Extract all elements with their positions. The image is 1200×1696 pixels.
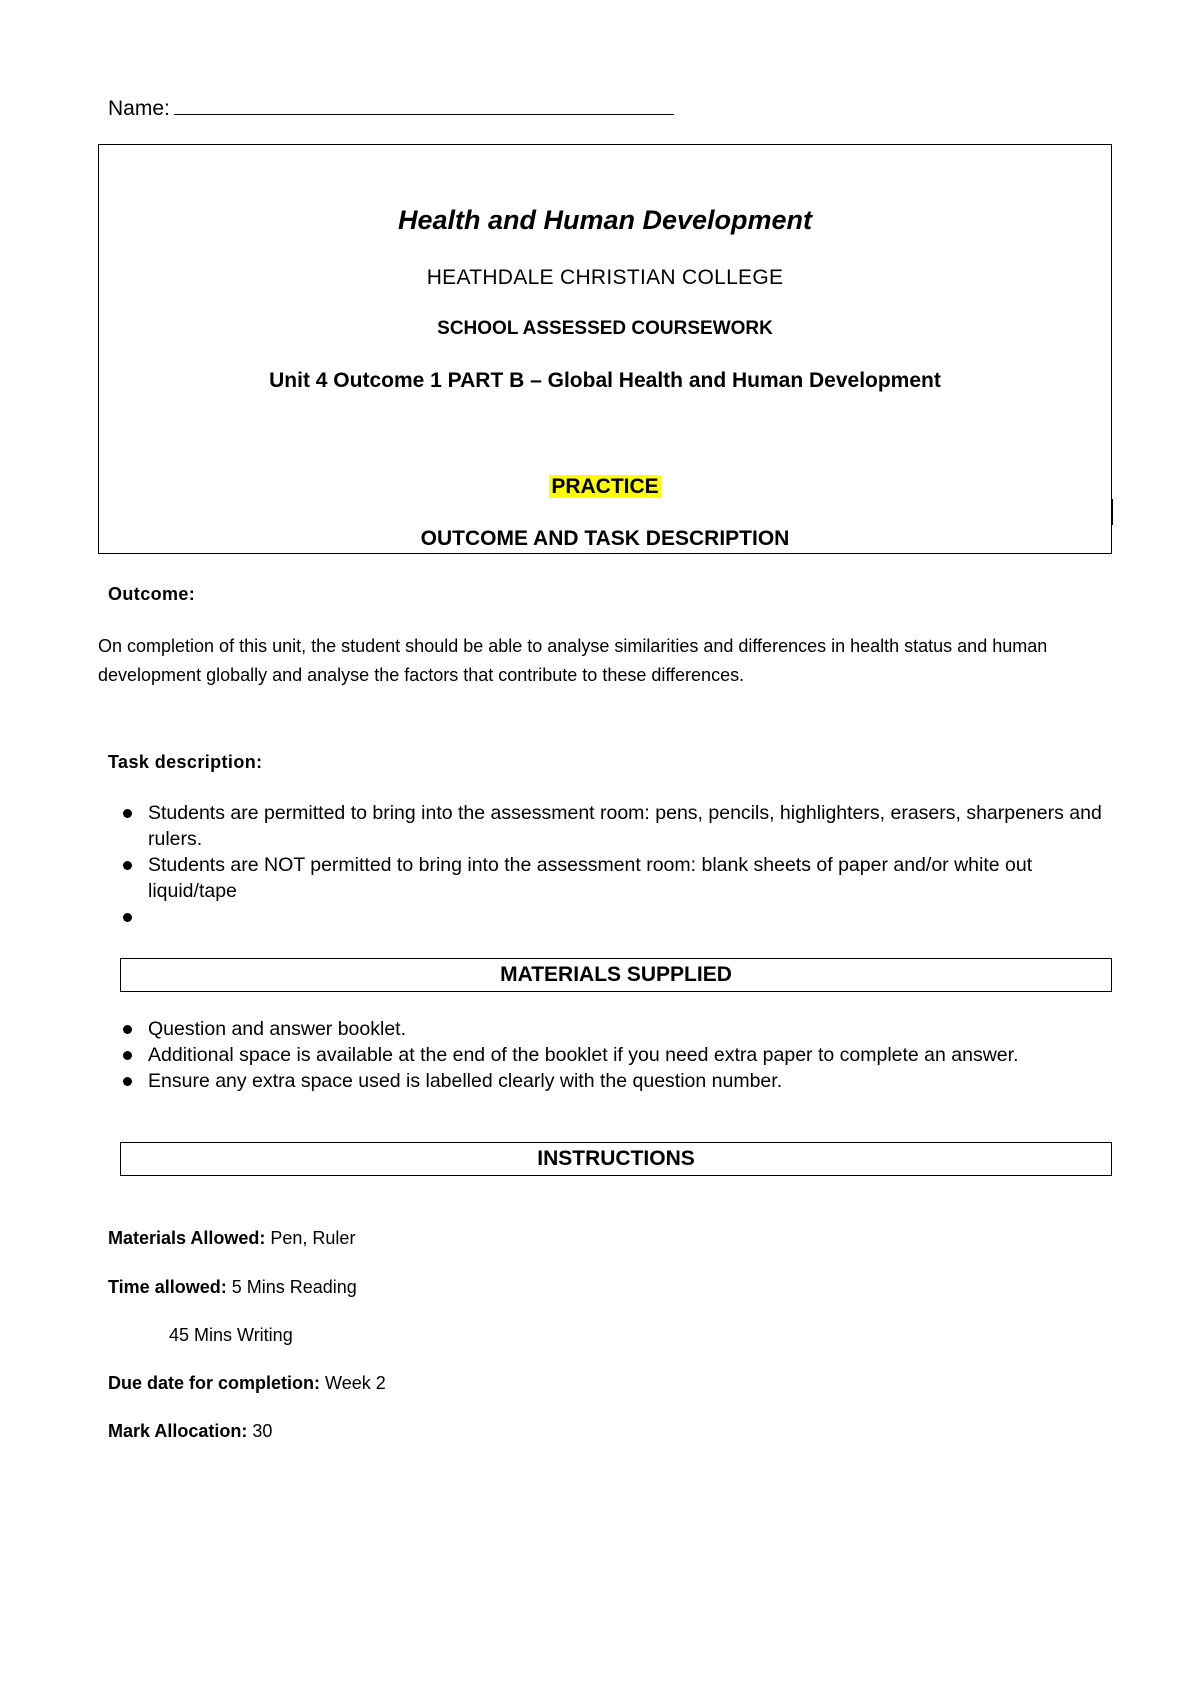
name-field [108, 92, 674, 121]
bullet-icon [123, 809, 132, 818]
outcome-label: Outcome: [108, 584, 196, 604]
list-item: Question and answer booklet. [98, 1016, 1108, 1042]
due-date-label: Due date for completion: [108, 1373, 321, 1393]
list-item: Additional space is available at the end of the booklet if you need extra paper to complete an answer. [98, 1042, 1108, 1068]
time-reading-value: 5 Mins Reading [231, 1277, 357, 1297]
due-date-value: Week 2 [325, 1373, 386, 1393]
school-name: HEATHDALE CHRISTIAN COLLEGE [426, 266, 784, 289]
mark-allocation-value: 30 [252, 1421, 273, 1441]
border-tick-mark [1111, 499, 1113, 525]
bullet-icon [123, 913, 132, 922]
materials-allowed-row [108, 1228, 355, 1249]
materials-bullet-list [98, 1016, 1108, 1094]
name-label: Name: [108, 97, 170, 120]
document-title: Health and Human Development [397, 205, 813, 235]
list-item: Ensure any extra space used is labelled clearly with the question number. [98, 1068, 1108, 1094]
instructions-heading: INSTRUCTIONS [120, 1142, 1112, 1176]
bullet-icon [123, 861, 132, 870]
time-allowed-row [108, 1277, 357, 1298]
task-bullet-list [98, 800, 1108, 930]
bullet-icon [123, 1025, 132, 1034]
coursework-label: SCHOOL ASSESSED COURSEWORK [437, 318, 773, 339]
outcome-text: On completion of this unit, the student should be able to analyse similarities and differences in health status and human development globally and analyse the factors that contribute to these differences. [98, 636, 1048, 685]
mark-allocation-label: Mark Allocation: [108, 1421, 248, 1441]
practice-text: PRACTICE [551, 475, 659, 498]
materials-allowed-label: Materials Allowed: [108, 1228, 266, 1248]
header-box [98, 144, 1112, 554]
list-item: Students are permitted to bring into the assessment room: pens, pencils, highlighters, erasers, sharpeners and rulers. [98, 800, 1108, 852]
mark-allocation-row [108, 1421, 272, 1442]
task-description-label: Task description: [108, 752, 263, 772]
name-blank-line [174, 92, 674, 115]
list-item [98, 904, 1108, 930]
time-allowed-label: Time allowed: [108, 1277, 227, 1297]
practice-badge [99, 475, 1111, 499]
bullet-icon [123, 1051, 132, 1060]
list-item: Students are NOT permitted to bring into the assessment room: blank sheets of paper and/or white out liquid/tape [98, 852, 1108, 904]
due-date-row [108, 1373, 386, 1394]
materials-allowed-value: Pen, Ruler [270, 1228, 356, 1248]
time-writing-value: 45 Mins Writing [169, 1325, 293, 1345]
unit-title: Unit 4 Outcome 1 PART B – Global Health and Human Development [269, 369, 941, 392]
outcome-task-heading: OUTCOME AND TASK DESCRIPTION [420, 527, 790, 550]
materials-supplied-heading: MATERIALS SUPPLIED [120, 958, 1112, 992]
bullet-icon [123, 1077, 132, 1086]
